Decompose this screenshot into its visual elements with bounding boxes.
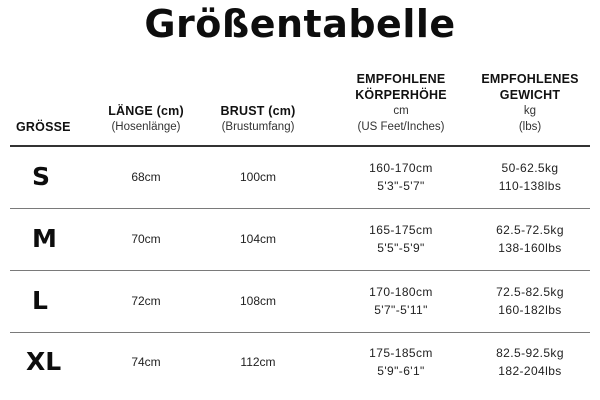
height-cm: 160-170cm <box>369 161 433 176</box>
chest-value: 108cm <box>202 270 314 332</box>
size-label: M <box>10 208 90 270</box>
chest-value: 112cm <box>240 355 276 370</box>
length-value: 70cm <box>90 208 202 270</box>
chest-value: 100cm <box>202 146 314 208</box>
length-value: 72cm <box>90 270 202 332</box>
weight-lbs: 160-182lbs <box>498 303 562 317</box>
size-label: S <box>10 146 90 208</box>
spacer-cell <box>314 146 332 208</box>
table-row <box>10 332 590 392</box>
weight-value <box>470 146 590 208</box>
size-table <box>10 58 590 392</box>
header-length: LÄNGE (cm) (Hosenlänge) <box>90 58 202 146</box>
spacer-cell <box>314 270 332 332</box>
weight-lbs: 110-138lbs <box>498 179 562 194</box>
spacer-cell <box>314 208 332 270</box>
weight-value <box>470 208 590 270</box>
weight-kg: 82.5-92.5kg <box>496 346 564 361</box>
header-weight: EMPFOHLENES GEWICHT kg (lbs) <box>470 58 590 146</box>
weight-value <box>470 332 590 392</box>
height-ft: 5'7"-5'11" <box>374 303 428 317</box>
weight-lbs: 138-160lbs <box>498 241 562 255</box>
page-title: Größentabelle <box>144 2 456 46</box>
weight-lbs: 182-204lbs <box>498 364 562 379</box>
weight-kg: 72.5-82.5kg <box>496 285 564 299</box>
height-ft: 5'5"-5'9" <box>377 241 425 255</box>
height-value <box>332 208 470 270</box>
length-value: 74cm <box>131 355 161 370</box>
height-value <box>332 270 470 332</box>
header-chest: BRUST (cm) (Brustumfang) <box>202 58 314 146</box>
header-size: GRÖSSE <box>10 58 90 146</box>
size-label: XL <box>26 347 62 377</box>
height-value <box>332 146 470 208</box>
height-cm: 165-175cm <box>369 223 433 237</box>
header-spacer <box>314 58 332 146</box>
table-row <box>10 146 590 208</box>
header-height: EMPFOHLENE KÖRPERHÖHE cm (US Feet/Inches) <box>332 58 470 146</box>
weight-value <box>470 270 590 332</box>
height-cm: 170-180cm <box>369 285 433 299</box>
height-ft: 5'9"-6'1" <box>377 364 425 379</box>
table-row <box>10 270 590 332</box>
weight-kg: 50-62.5kg <box>501 161 559 176</box>
chest-value: 104cm <box>202 208 314 270</box>
height-ft: 5'3"-5'7" <box>377 179 425 194</box>
spacer-cell <box>314 332 332 392</box>
table-header-row <box>10 58 590 146</box>
weight-kg: 62.5-72.5kg <box>496 223 564 237</box>
size-label: L <box>10 270 90 332</box>
table-row <box>10 208 590 270</box>
length-value: 68cm <box>90 146 202 208</box>
height-cm: 175-185cm <box>369 346 433 361</box>
height-value <box>332 332 470 392</box>
